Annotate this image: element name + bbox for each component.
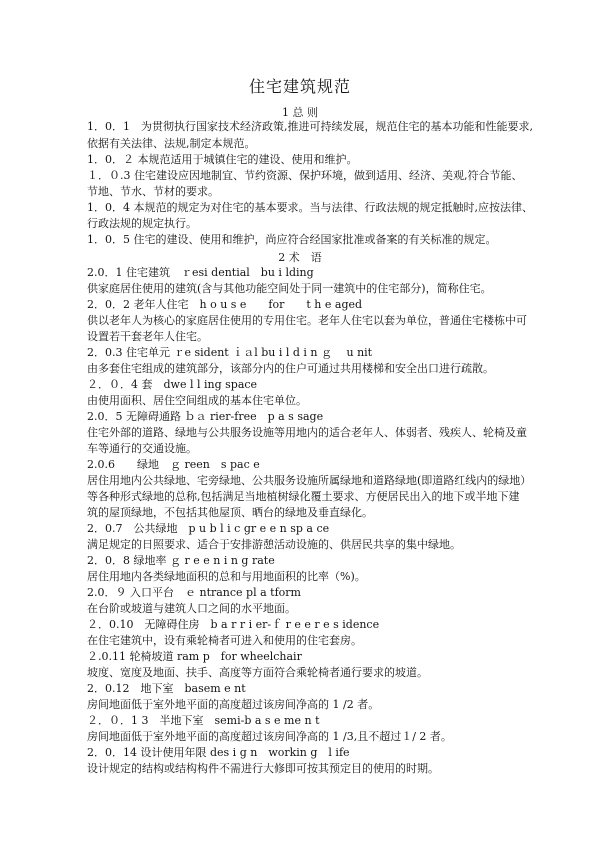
clause-1-0-3-line-2: 节地、节水、节材的要求。 <box>87 185 219 198</box>
term-definition-line: 车等通行的交通设施。 <box>87 442 197 455</box>
chapter-1-heading: 1 总 则 <box>282 106 318 119</box>
term-definition-line: 满足规定的日照要求、适合于安排游憩活动设施的、供居民共享的集中绿地。 <box>87 538 461 551</box>
term-heading: ２．０．4 套 dwe l l ing space <box>87 378 258 391</box>
term-definition-line: 房间地面低于室外地平面的高度超过该房间净高的 1 /2 者。 <box>87 698 380 711</box>
term-definition-line: 设置若干套老年人住宅。 <box>87 330 208 343</box>
term-heading: 2.0．９ 入口平台 ｅ ntrance pl a tform <box>87 586 301 599</box>
term-heading: 2．0.7 公共绿地 p u b l i c gr e e n sp a ce <box>87 522 330 535</box>
clause-1-0-1-line-1: 1．0．1 为贯彻执行国家技术经济政策,推进可持续发展，规范住宅的基本功能和性能要求, <box>87 120 533 133</box>
term-heading: 2.0．1 住宅建筑 ｒesi dential bu i lding <box>87 266 314 279</box>
term-heading: 2．0.3 住宅单元 ｒe sident ｉａl bu i l d i n ｇ u nit <box>87 346 373 359</box>
term-heading: 2．0．14 设计使用年限 des i g n workin g l ife <box>87 746 350 759</box>
term-heading: ２．0.10 无障碍住房 b a r r i er-ｆ r e e r e s idence <box>87 618 380 631</box>
term-heading: 2．0．2 老年人住宅 h o u s e for t h e aged <box>87 298 363 311</box>
term-definition-line: 在住宅建筑中，设有乘轮椅者可进入和使用的住宅套房。 <box>87 634 362 647</box>
term-definition-line: 筑的屋顶绿地，不包括其他屋顶、晒台的绿地及垂直绿化。 <box>87 506 373 519</box>
term-definition-line: 在台阶或坡道与建筑人口之间的水平地面。 <box>87 602 296 615</box>
term-definition-line: 居住用地内公共绿地、宅旁绿地、公共服务设施所属绿地和道路绿地(即道路红线内的绿地） <box>87 474 532 487</box>
term-heading: 2．0．8 绿地率 ｇ r e e n i n g rate <box>87 554 275 567</box>
term-definition-line: 居住用地内各类绿地面积的总和与用地面积的比率（%)。 <box>87 570 366 583</box>
clause-1-0-2-line-1: 1．0．２ 本规范适用于城镇住宅的建设、使用和维护。 <box>87 153 358 166</box>
term-definition-line: 供家庭居住使用的建筑(含与其他功能空间处于同一建筑中的住宅部分)，简称住宅。 <box>87 282 492 295</box>
term-definition-line: 坡度、宽度及地面、扶手、高度等方面符合乘轮椅者通行要求的坡道。 <box>87 666 428 679</box>
term-heading: 2.0.6 绿地 ｇ reen s pac e <box>87 458 260 471</box>
term-heading: 2．0.12 地下室 basem e nt <box>87 682 246 695</box>
term-definition-line: 由使用面积、居住空间组成的基本住宅单位。 <box>87 394 307 407</box>
term-heading: ２.0.11 轮椅坡道 ram p for wheelchair <box>87 650 302 663</box>
document-title: 住宅建筑规范 <box>248 77 351 96</box>
term-heading: 2.0．5 无障碍通路 ｂａ rier-free p a s sage <box>87 410 324 423</box>
term-heading: ２．０．1 3 半地下室 semi-b a s e me n t <box>87 714 320 727</box>
term-definition-line: 房间地面低于室外地平面的高度超过该房间净高的 1 /3,且不超过１/ 2 者。 <box>87 730 452 743</box>
term-definition-line: 供以老年人为核心的家庭居住使用的专用住宅。老年人住宅以套为单位，普通住宅楼栋中可 <box>87 314 527 327</box>
clause-1-0-4-line-1: 1．0．4 本规范的规定为对住宅的基本要求。当与法律、行政法规的规定抵触时,应按法律、 <box>87 201 533 214</box>
term-definition-line: 住宅外部的道路、绿地与公共服务设施等用地内的适合老年人、体弱者、残疾人、轮椅及童 <box>87 426 527 439</box>
term-definition-line: 等各种形式绿地的总称,包括满足当地植树绿化覆土要求、方便居民出入的地下或半地下建 <box>87 490 520 503</box>
clause-1-0-3-line-1: １．０.3 住宅建设应因地制宜、节约资源、保护环境，做到适用、经济、美观,符合节能、 <box>87 169 523 182</box>
term-definition-line: 设计规定的结构或结构构件不需进行大修即可按其预定目的使用的时期。 <box>87 762 439 775</box>
term-definition-line: 由多套住宅组成的建筑部分，该部分内的住户可通过共用楼梯和安全出口进行疏散。 <box>87 362 494 375</box>
clause-1-0-5-line-1: 1．0．5 住宅的建设、使用和维护，尚应符合经国家批准或备案的有关标准的规定。 <box>87 233 497 246</box>
clause-1-0-1-line-2: 依据有关法律、法规,制定本规范。 <box>87 137 256 150</box>
clause-1-0-4-line-2: 行政法规的规定执行。 <box>87 217 197 230</box>
chapter-2-heading: 2 术 语 <box>278 251 322 264</box>
